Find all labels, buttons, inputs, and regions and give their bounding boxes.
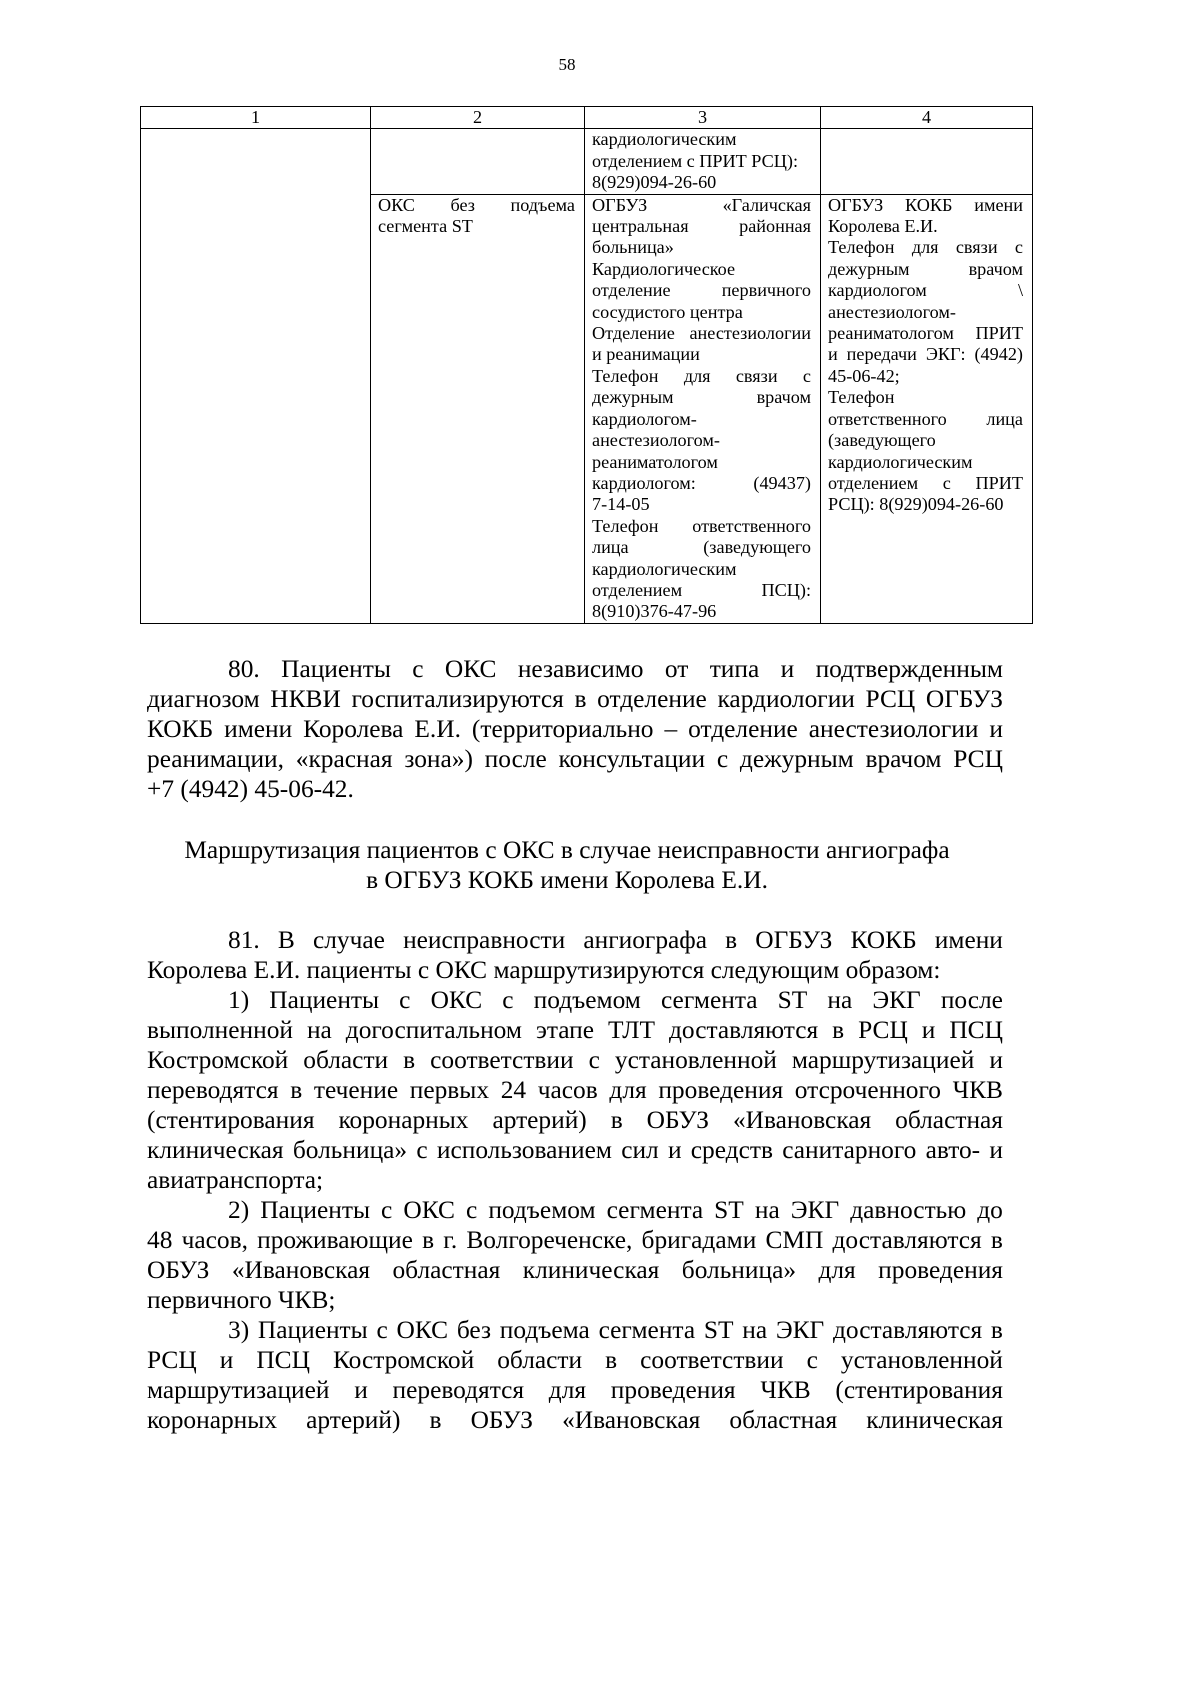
text-line: 48 часов, проживающие в г. Волгореченске, бригадами СМП доставляются в xyxy=(147,1226,1003,1254)
cell-line: РСЦ): 8(929)094-26-60 xyxy=(828,494,1004,515)
table-row xyxy=(141,129,1033,194)
cell-line: 8(910)376-47-96 xyxy=(592,601,717,622)
table-cell-col2 xyxy=(371,194,585,623)
cell-line: отделением с ПРИТ xyxy=(828,472,1023,493)
cell-line: 45-06-42; xyxy=(828,365,900,386)
cell-line: 8(929)094-26-60 xyxy=(592,172,717,193)
cell-line: анестезиологом- xyxy=(828,301,956,322)
cell-line: Телефон ответственного xyxy=(592,515,811,536)
table-header-cell: 2 xyxy=(371,107,585,129)
text-line: КОКБ имени Королева Е.И. (территориально – отделение анестезиологии и xyxy=(147,715,1003,743)
cell-line: Королева Е.И. xyxy=(828,216,938,237)
cell-line: дежурным врачом xyxy=(828,258,1023,279)
cell-line: кардиологом: (49437) xyxy=(592,472,811,493)
cell-line: реаниматологом ПРИТ xyxy=(828,323,1023,344)
table-cell-col3 xyxy=(585,129,821,194)
text-line: 2) Пациенты с ОКС с подъемом сегмента ST на ЭКГ давностью до xyxy=(228,1196,1003,1224)
text-line: переводятся в течение первых 24 часов для проведения отсроченного ЧКВ xyxy=(147,1076,1003,1104)
page-number: 58 xyxy=(558,55,576,74)
cell-line: ОГБУЗ КОКБ имени xyxy=(828,194,1023,215)
text-line: 3) Пациенты с ОКС без подъема сегмента ST на ЭКГ доставляются в xyxy=(228,1316,1003,1344)
text-line: диагнозом НКВИ госпитализируются в отделение кардиологии РСЦ ОГБУЗ xyxy=(147,685,1003,713)
cell-line: отделение первичного xyxy=(592,280,811,301)
cell-line: кардиологическим xyxy=(592,129,737,150)
table-header-cell: 3 xyxy=(585,107,821,129)
table-cell-col3 xyxy=(585,194,821,623)
text-line: клиническая больница» с использованием сил и средств санитарного авто- и xyxy=(147,1136,1003,1164)
text-line: Королева Е.И. пациенты с ОКС маршрутизируются следующим образом: xyxy=(147,956,941,984)
table-header-cell: 1 xyxy=(141,107,371,129)
section-heading xyxy=(147,835,1003,895)
cell-line: ОКС без подъема xyxy=(378,194,575,215)
text-line: 1) Пациенты с ОКС с подъемом сегмента ST на ЭКГ после xyxy=(228,986,1003,1014)
text-line: (стентирования коронарных артерий) в ОБУЗ «Ивановская областная xyxy=(147,1106,1003,1134)
paragraph-81 xyxy=(147,925,1003,985)
routing-table xyxy=(140,106,1033,624)
cell-line: сосудистого центра xyxy=(592,301,743,322)
cell-line: больница» xyxy=(592,237,674,258)
paragraph-80 xyxy=(147,654,1003,804)
cell-line: отделением ПСЦ): xyxy=(592,579,811,600)
table-header-row xyxy=(141,107,1033,129)
document-body xyxy=(147,654,1003,1435)
cell-line: и реанимации xyxy=(592,344,700,365)
cell-line: лица (заведующего xyxy=(592,537,811,558)
cell-line: кардиологическим xyxy=(828,451,973,472)
cell-line: кардиологическим xyxy=(592,558,737,579)
cell-line: Телефон xyxy=(828,387,895,408)
cell-line: Телефон для связи с xyxy=(592,365,811,386)
cell-line: реаниматологом xyxy=(592,451,718,472)
cell-line: центральная районная xyxy=(592,216,811,237)
text-line: 81. В случае неисправности ангиографа в ОГБУЗ КОКБ имени xyxy=(228,926,1003,954)
cell-line: ответственного лица xyxy=(828,408,1023,429)
list-item-1 xyxy=(147,985,1003,1195)
table-cell-col2 xyxy=(371,129,585,194)
text-line: авиатранспорта; xyxy=(147,1166,324,1194)
table-cell-col1 xyxy=(141,129,371,623)
cell-line: дежурным врачом xyxy=(592,387,811,408)
text-line: коронарных артерий) в ОБУЗ «Ивановская областная клиническая xyxy=(147,1406,1003,1434)
cell-line: ОГБУЗ «Галичская xyxy=(592,194,811,215)
text-line: 80. Пациенты с ОКС независимо от типа и подтвержденным xyxy=(228,655,1003,683)
table-header-cell: 4 xyxy=(821,107,1033,129)
cell-line: и передачи ЭКГ: (4942) xyxy=(828,344,1023,365)
cell-line: Кардиологическое xyxy=(592,258,736,279)
list-item-2 xyxy=(147,1195,1003,1315)
table-cell-col4 xyxy=(821,194,1033,623)
list-item-3 xyxy=(147,1315,1003,1435)
text-line: РСЦ и ПСЦ Костромской области в соответствии с установленной xyxy=(147,1346,1003,1374)
cell-line: (заведующего xyxy=(828,430,936,451)
cell-line: кардиологом- xyxy=(592,408,697,429)
text-line: Костромской области в соответствии с установленной маршрутизацией и xyxy=(147,1046,1003,1074)
text-line: первичного ЧКВ; xyxy=(147,1286,336,1314)
cell-line: 7-14-05 xyxy=(592,494,650,515)
text-line: выполненной на догоспитальном этапе ТЛТ доставляются в РСЦ и ПСЦ xyxy=(147,1016,1003,1044)
text-line: реанимации, «красная зона») после консультации с дежурным врачом РСЦ xyxy=(147,745,1003,773)
cell-line: кардиологом \ xyxy=(828,280,1023,301)
cell-line: отделением с ПРИТ РСЦ): xyxy=(592,150,799,171)
text-line: +7 (4942) 45-06-42. xyxy=(147,775,354,803)
text-line: ОБУЗ «Ивановская областная клиническая больница» для проведения xyxy=(147,1256,1003,1284)
cell-line: Отделение анестезиологии xyxy=(592,323,811,344)
text-line: маршрутизацией и переводятся для проведения ЧКВ (стентирования xyxy=(147,1376,1003,1404)
cell-line: сегмента ST xyxy=(378,216,473,237)
cell-line: анестезиологом- xyxy=(592,430,720,451)
cell-line: Телефон для связи с xyxy=(828,237,1023,258)
heading-line: Маршрутизация пациентов с ОКС в случае неисправности ангиографа xyxy=(184,836,950,864)
heading-line: в ОГБУЗ КОКБ имени Королева Е.И. xyxy=(366,866,768,894)
table-cell-col4 xyxy=(821,129,1033,194)
